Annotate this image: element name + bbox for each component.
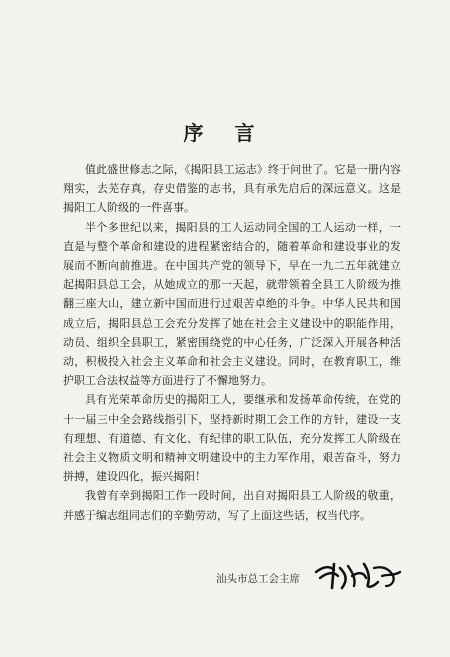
page-title: 序 言 [183,121,267,145]
signature-block [216,568,416,590]
paragraph-4: 我曾有幸到揭阳工作一段时间，出自对揭阳县工人阶级的敬重，并感于编志组同志们的辛勤劳动，写了上面这些话，权当代序。 [63,489,401,522]
handwritten-signature [312,558,404,592]
paragraph-3: 具有光荣革命历史的揭阳工人，要继承和发扬革命传统，在党的十一届三中全会路线指引下，坚持新时期工会工作的方针，建设一支有理想、有道德、有文化、有纪律的职工队伍，充分发挥工人阶级在社会主义物质文明和精神文明建设中的主力军作用，艰苦奋斗，努力拼搏，建设四化，振兴揭阳！ [63,393,401,484]
paragraph-2: 半个多世纪以来，揭阳县的工人运动同全国的工人运动一样，一直是与整个革命和建设的进程紧密结合的，随着革命和建设事业的发展而不断向前推进。在中国共产党的领导下，早在一九二五年就建立起揭阳县总工会，从她成立的那一天起，就带领着全县工人阶级为推翻三座大山，建立新中国而进行过艰苦卓绝的斗争。中华人民共和国成立后，揭阳县总工会充分发挥了她在社会主义建设中的职能作用，动员、组织全县职工，紧密围绕党的中心任务，广泛深入开展各种活动，积极投入社会主义革命和社会主义建设。同时，在教育职工，维护职工合法权益等方面进行了不懈地努力。 [63,220,401,388]
paragraph-1: 值此盛世修志之际，《揭阳县工运志》终于问世了。它是一册内容翔实，去芜存真，存史借鉴的志书，具有承先启后的深远意义。这是揭阳工人阶级的一件喜事。 [63,163,401,215]
preface-body [63,160,401,525]
signer-title: 汕头市总工会主席 [216,573,300,585]
